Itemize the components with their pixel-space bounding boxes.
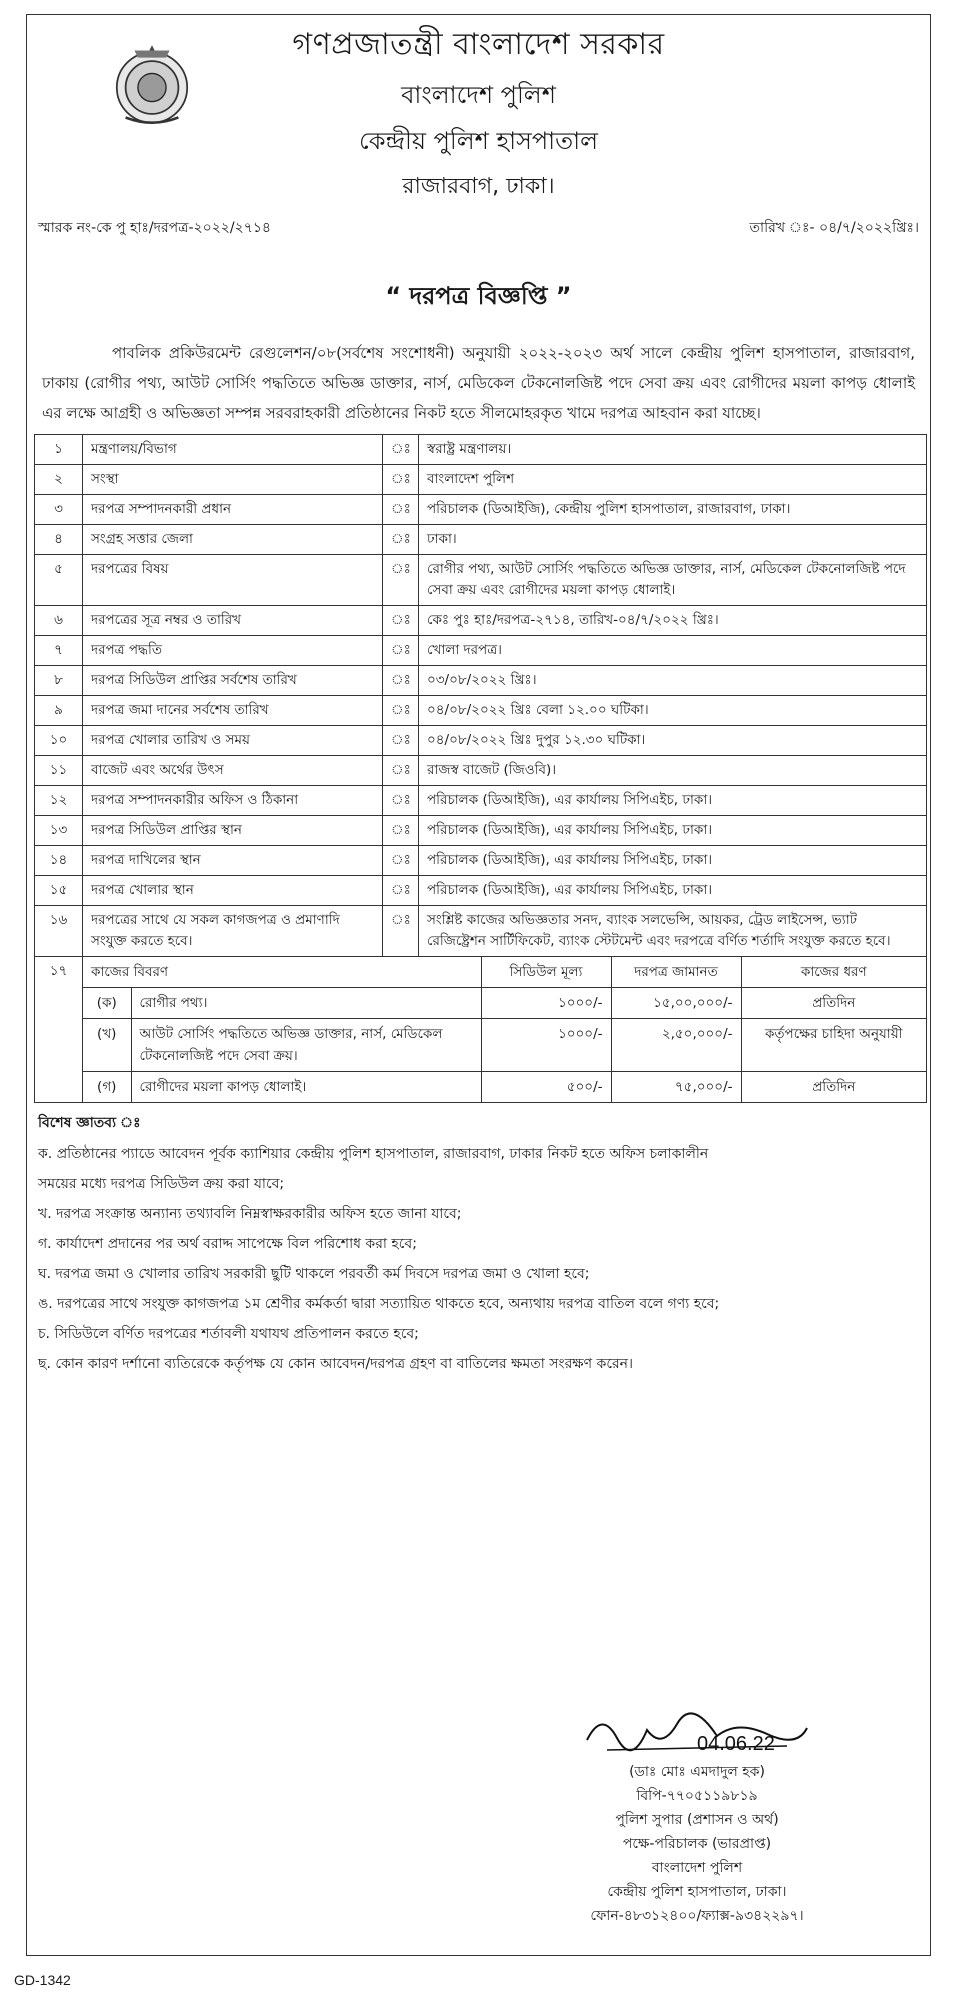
row-colon: ঃ [383,666,419,696]
header [30,20,927,210]
row-colon: ঃ [383,435,419,465]
row-label: দরপত্রের বিষয় [83,555,383,606]
row-colon: ঃ [383,636,419,666]
signer-bp: বিপি-৭৭০৫১১৯৮১৯ [636,1788,758,1804]
row-label: দরপত্রের সাথে যে সকল কাগজপত্র ও প্রমাণাদি সংযুক্ত করতে হবে। [83,906,383,957]
row-colon: ঃ [383,786,419,816]
row-value: পরিচালক (ডিআইজি), এর কার্যালয় সিপিএইচ, ঢাকা। [419,786,927,816]
works-item-price: ১০০০/- [481,1019,611,1072]
works-item-type: প্রতিদিন [741,988,926,1019]
memo-number: স্মারক নং-কে পু হাঃ/দরপত্র-২০২২/২৭১৪ [38,220,272,236]
footer-code: GD-1342 [14,1972,71,1988]
intro-paragraph: পাবলিক প্রকিউরমেন্ট রেগুলেশন/০৮(সর্বশেষ সংশোধনী) অনুযায়ী ২০২২-২০২৩ অর্থ সালে কেন্দ্রীয় পুলিশ হাসপাতাল, রাজারবাগ, ঢাকায় (রোগীর পথ্য, আউট সোর্সিং পদ্ধতিতে অভিজ্ঞ ডাক্তার, নার্স, মেডিকেল টেকনোলজিষ্ট পদে সেবা ক্রয় এবং রোগীদের ময়লা কাপড় ধোলাই এর লক্ষে আগ্রহী ও অভিজ্ঞতা সম্পন্ন সরবরাহকারী প্রতিষ্ঠানের নিকট হতে সীলমোহরকৃত খামে দরপত্র আহবান করা যাচ্ছে। [42,344,915,422]
row-value: রোগীর পথ্য, আউট সোর্সিং পদ্ধতিতে অভিজ্ঞ ডাক্তার, নার্স, মেডিকেল টেকনোলজিষ্ট পদে সেবা ক্রয় এবং রোগীদের ময়লা কাপড় ধোলাই। [419,555,927,606]
signer-name: (ডাঃ মোঃ এমদাদুল হক) [629,1764,765,1780]
row-colon: ঃ [383,525,419,555]
row-colon: ঃ [383,555,419,606]
note-item: ক. প্রতিষ্ঠানের প্যাডে আবেদন পূর্বক ক্যাশিয়ার কেন্দ্রীয় পুলিশ হাসপাতাল, রাজারবাগ, ঢাকার নিকট হতে অফিস চলাকালীন [38,1146,709,1162]
row-value: কেঃ পুঃ হাঃ/দরপত্র-২৭১৪, তারিখ-০৪/৭/২০২২ খ্রিঃ। [419,606,927,636]
works-item-type: প্রতিদিন [741,1072,926,1103]
row-value: পরিচালক (ডিআইজি), এর কার্যালয় সিপিএইচ, ঢাকা। [419,876,927,906]
works-item-code: (খ) [83,1019,131,1072]
header-hospital: কেন্দ্রীয় পুলিশ হাসপাতাল [359,127,598,155]
row-number: ৪ [35,525,83,555]
works-header-desc: কাজের বিবরণ [83,957,481,988]
page-border [26,14,931,1956]
works-item-price: ৫০০/- [481,1072,611,1103]
signature-block [547,1700,847,1928]
row-number: ১৩ [35,816,83,846]
row-label: দরপত্রের সূত্র নম্বর ও তারিখ [83,606,383,636]
works-item-code: (ক) [83,988,131,1019]
signer-designation: পুলিশ সুপার (প্রশাসন ও অর্থ) [615,1812,779,1828]
row-value: ০৪/০৮/২০২২ খ্রিঃ বেলা ১২.০০ ঘটিকা। [419,696,927,726]
row-label: দরপত্র পদ্ধতি [83,636,383,666]
row-number: ১৫ [35,876,83,906]
row-label: দরপত্র দাখিলের স্থান [83,846,383,876]
note-item: খ. দরপত্র সংক্রান্ত অন্যান্য তথ্যাবলি নিম্নস্বাক্ষরকারীর অফিস হতে জানা যাবে; [38,1206,462,1222]
row-label: সংগ্রহ সত্তার জেলা [83,525,383,555]
row-number: ১০ [35,726,83,756]
row-number: ১১ [35,756,83,786]
row-colon: ঃ [383,756,419,786]
row-number: ৩ [35,495,83,525]
row-number: ৯ [35,696,83,726]
signer-role: পক্ষে-পরিচালক (ভারপ্রাপ্ত) [622,1836,772,1852]
works-header-price: সিডিউল মূল্য [481,957,611,988]
note-item: ঘ. দরপত্র জমা ও খোলার তারিখ সরকারী ছুটি থাকলে পরবর্তী কর্ম দিবসে দরপত্র জমা ও খোলা হবে; [38,1266,590,1282]
row-number: ১২ [35,786,83,816]
row-value: ০৪/০৮/২০২২ খ্রিঃ দুপুর ১২.৩০ ঘটিকা। [419,726,927,756]
note-item: ছ. কোন কারণ দর্শানো ব্যতিরেকে কর্তৃপক্ষ যে কোন আবেদন/দরপত্র গ্রহণ বা বাতিলের ক্ষমতা সংরক্ষণ করেন। [38,1356,634,1372]
header-police: বাংলাদেশ পুলিশ [401,81,556,109]
row-colon: ঃ [383,465,419,495]
row-number: ১৪ [35,846,83,876]
row-number: ২ [35,465,83,495]
row-value: পরিচালক (ডিআইজি), কেন্দ্রীয় পুলিশ হাসপাতাল, রাজারবাগ, ঢাকা। [419,495,927,525]
header-government: গণপ্রজাতন্ত্রী বাংলাদেশ সরকার [292,27,665,62]
row-value: ০৩/০৮/২০২২ খ্রিঃ। [419,666,927,696]
police-emblem-icon [108,40,196,128]
works-item-type: কর্তৃপক্ষের চাহিদা অনুযায়ী [741,1019,926,1072]
row-colon: ঃ [383,726,419,756]
works-item-security: ১৫,০০,০০০/- [611,988,741,1019]
row-value: খোলা দরপত্র। [419,636,927,666]
row-number: ৫ [35,555,83,606]
works-header-security: দরপত্র জামানত [611,957,741,988]
row-value: বাংলাদেশ পুলিশ [419,465,927,495]
row-colon: ঃ [383,846,419,876]
signer-phone: ফোন-৪৮৩১২৪০০/ফ্যাক্স-৯৩৪২২৯৭। [590,1908,804,1924]
signature-date: 04.06.22 [697,1733,775,1755]
row-value: সংশ্লিষ্ট কাজের অভিজ্ঞতার সনদ, ব্যাংক সলভেন্সি, আয়কর, ট্রেড লাইসেন্স, ভ্যাট রেজিষ্ট্রেশন সার্টিফিকেট, ব্যাংক স্টেটমেন্ট এবং দরপত্রে বর্ণিত শর্তাদি সংযুক্ত করতে হবে। [419,906,927,957]
row-label: দরপত্র সম্পাদনকারীর অফিস ও ঠিকানা [83,786,383,816]
works-item-code: (গ) [83,1072,131,1103]
row-colon: ঃ [383,696,419,726]
row-label: মন্ত্রণালয়/বিভাগ [83,435,383,465]
works-item-security: ৭৫,০০০/- [611,1072,741,1103]
row-colon: ঃ [383,495,419,525]
notes-heading: বিশেষ জ্ঞাতব্য ঃ [38,1115,141,1131]
signer-org: বাংলাদেশ পুলিশ [651,1860,743,1876]
signer-office: কেন্দ্রীয় পুলিশ হাসপাতাল, ঢাকা। [607,1884,787,1900]
works-item-desc: আউট সোর্সিং পদ্ধতিতে অভিজ্ঞ ডাক্তার, নার্স, মেডিকেল টেকনোলজিষ্ট পদে সেবা ক্রয়। [131,1019,481,1072]
row-label: সংস্থা [83,465,383,495]
row-number: ১৭ [35,957,83,1103]
row-value: স্বরাষ্ট্র মন্ত্রণালয়। [419,435,927,465]
note-item: গ. কার্যাদেশ প্রদানের পর অর্থ বরাদ্দ সাপেক্ষে বিল পরিশোধ করা হবে; [38,1236,417,1252]
row-value: পরিচালক (ডিআইজি), এর কার্যালয় সিপিএইচ, ঢাকা। [419,816,927,846]
notice-title: “ দরপত্র বিজ্ঞপ্তি ” [385,282,572,310]
row-label: দরপত্র জমা দানের সর্বশেষ তারিখ [83,696,383,726]
works-header-type: কাজের ধরণ [741,957,926,988]
row-value: পরিচালক (ডিআইজি), এর কার্যালয় সিপিএইচ, ঢাকা। [419,846,927,876]
row-number: ৭ [35,636,83,666]
row-label: দরপত্র সিডিউল প্রাপ্তির স্থান [83,816,383,846]
row-number: ৮ [35,666,83,696]
row-colon: ঃ [383,876,419,906]
row-value: ঢাকা। [419,525,927,555]
row-value: রাজস্ব বাজেট (জিওবি)। [419,756,927,786]
row-label: বাজেট এবং অর্থের উৎস [83,756,383,786]
note-item: সময়ের মধ্যে দরপত্র সিডিউল ক্রয় করা যাবে; [38,1176,285,1192]
row-colon: ঃ [383,606,419,636]
works-item-security: ২,৫০,০০০/- [611,1019,741,1072]
row-number: ১ [35,435,83,465]
works-item-desc: রোগীদের ময়লা কাপড় ধোলাই। [131,1072,481,1103]
row-number: ১৬ [35,906,83,957]
row-label: দরপত্র খোলার তারিখ ও সময় [83,726,383,756]
note-item: ঙ. দরপত্রের সাথে সংযুক্ত কাগজপত্র ১ম শ্রেণীর কর্মকর্তা দ্বারা সত্যায়িত থাকতে হবে, অন্যথায় দরপত্র বাতিল বলে গণ্য হবে; [38,1296,720,1312]
row-label: দরপত্র খোলার স্থান [83,876,383,906]
note-item: চ. সিডিউলে বর্ণিত দরপত্রের শর্তাবলী যথাযথ প্রতিপালন করতে হবে; [38,1326,419,1342]
works-item-price: ১০০০/- [481,988,611,1019]
works-item-desc: রোগীর পথ্য। [131,988,481,1019]
row-label: দরপত্র সম্পাদনকারী প্রধান [83,495,383,525]
row-colon: ঃ [383,906,419,957]
row-number: ৬ [35,606,83,636]
memo-date: তারিখ ঃ- ০৪/৭/২০২২খ্রিঃ। [749,220,919,236]
row-colon: ঃ [383,816,419,846]
row-label: দরপত্র সিডিউল প্রাপ্তির সর্বশেষ তারিখ [83,666,383,696]
header-address: রাজারবাগ, ঢাকা। [402,174,555,199]
signature-icon [577,1700,817,1760]
